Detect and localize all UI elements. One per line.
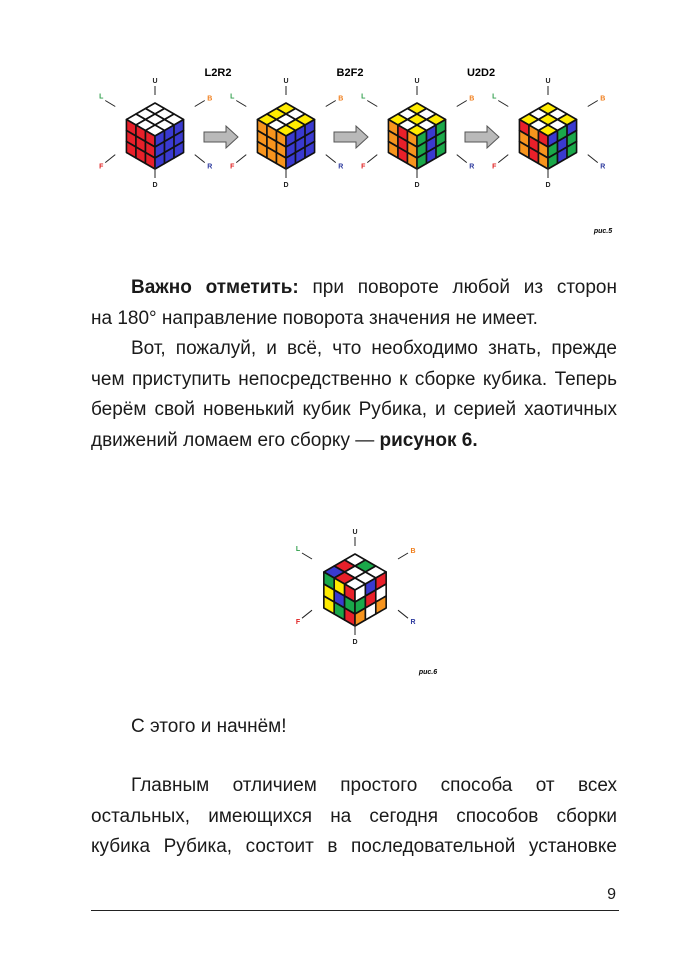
axis-label-r: R xyxy=(410,619,416,627)
axis-label-l: L xyxy=(492,93,497,101)
axis-label-d: D xyxy=(283,182,289,189)
axis-label-l: L xyxy=(99,93,104,101)
axis-label-f: F xyxy=(295,619,301,627)
axis-label-d: D xyxy=(352,639,358,646)
axis-label-r: R xyxy=(600,163,606,171)
cube-1 xyxy=(99,78,212,189)
axis-line xyxy=(195,155,205,163)
axis-line xyxy=(105,101,115,107)
paragraph-main-difference xyxy=(91,771,617,863)
axis-label-f: F xyxy=(492,163,497,171)
axis-line xyxy=(588,155,598,163)
axis-label-u: U xyxy=(414,78,420,85)
important-note-line1: при повороте любой из сторон xyxy=(298,277,617,298)
move-label-l2r2: L2R2 xyxy=(204,67,232,79)
axis-label-r: R xyxy=(469,163,475,171)
axis-label-f: F xyxy=(99,163,104,171)
scramble-line3: берём свой новенький кубик Рубика, и серией хаотичных xyxy=(91,399,617,420)
main-difference-line1: Главным отличием простого способа от всех xyxy=(131,775,617,796)
axis-label-l: L xyxy=(361,93,366,101)
axis-line xyxy=(326,101,336,107)
axis-line xyxy=(588,101,598,107)
axis-label-d: D xyxy=(414,182,420,189)
axis-label-r: R xyxy=(338,163,344,171)
main-difference-line3: кубика Рубика, состоит в последовательной установке xyxy=(91,836,617,857)
figure-6-scrambled-cube xyxy=(296,529,416,646)
axis-line xyxy=(367,155,377,163)
axis-label-r: R xyxy=(207,163,213,171)
cube-3 xyxy=(361,78,474,189)
axis-line xyxy=(498,155,508,163)
page-number: 9 xyxy=(607,886,616,903)
axis-label-l: L xyxy=(295,546,301,553)
arrow-3 xyxy=(465,126,499,148)
figure-6-caption: рис.6 xyxy=(418,669,438,676)
cube-2 xyxy=(230,78,343,189)
axis-line xyxy=(457,101,467,107)
axis-label-f: F xyxy=(230,163,235,171)
scrambled-cube xyxy=(296,529,416,646)
axis-label-b: B xyxy=(469,95,475,103)
axis-label-b: B xyxy=(207,95,213,103)
axis-line xyxy=(302,610,312,618)
move-label-b2f2: B2F2 xyxy=(336,67,364,79)
figure-5-caption: рис.5 xyxy=(593,228,613,235)
axis-line xyxy=(398,553,408,559)
axis-line xyxy=(302,553,312,559)
axis-label-b: B xyxy=(338,95,344,103)
axis-line xyxy=(105,155,115,163)
arrow-right-icon xyxy=(334,126,368,148)
important-note-lead: Важно отметить: xyxy=(131,277,299,298)
arrow-1 xyxy=(204,126,238,148)
axis-line xyxy=(498,101,508,107)
arrow-right-icon xyxy=(204,126,238,148)
move-label-u2d2: U2D2 xyxy=(466,67,496,79)
footer-divider xyxy=(91,910,619,911)
axis-line xyxy=(457,155,467,163)
axis-line xyxy=(398,610,408,618)
scramble-line2: чем приступить непосредственно к сборке кубика. Теперь xyxy=(91,368,617,390)
axis-line xyxy=(326,155,336,163)
scramble-line1: Вот, пожалуй, и всё, что необходимо знать, прежде xyxy=(131,338,617,359)
lets-start-text: С этого и начнём! xyxy=(131,716,287,737)
paragraph-lets-start xyxy=(91,712,617,743)
axis-label-d: D xyxy=(152,182,158,189)
axis-label-d: D xyxy=(545,182,551,189)
figure-5-move-sequence xyxy=(99,78,605,189)
axis-label-u: U xyxy=(545,78,551,85)
axis-label-u: U xyxy=(152,78,158,85)
scramble-line4: движений ломаем его сборку — xyxy=(91,429,380,451)
axis-label-u: U xyxy=(283,78,289,85)
paragraph-scramble-instructions xyxy=(91,334,617,456)
main-difference-line2: остальных, имеющихся на сегодня способов сборки xyxy=(91,805,617,827)
arrow-right-icon xyxy=(465,126,499,148)
axis-line xyxy=(367,101,377,107)
arrow-2 xyxy=(334,126,368,148)
axis-label-u: U xyxy=(352,529,358,536)
axis-label-f: F xyxy=(361,163,366,171)
cube-4 xyxy=(492,78,605,189)
figure-6-reference: рисунок 6. xyxy=(379,429,478,451)
axis-label-l: L xyxy=(230,93,235,101)
axis-line xyxy=(195,101,205,107)
axis-label-b: B xyxy=(410,548,416,555)
paragraph-important-note xyxy=(91,273,617,334)
axis-line xyxy=(236,101,246,107)
important-note-line2: на 180° направление поворота значения не имеет. xyxy=(91,307,538,329)
axis-label-b: B xyxy=(600,95,606,103)
axis-line xyxy=(236,155,246,163)
